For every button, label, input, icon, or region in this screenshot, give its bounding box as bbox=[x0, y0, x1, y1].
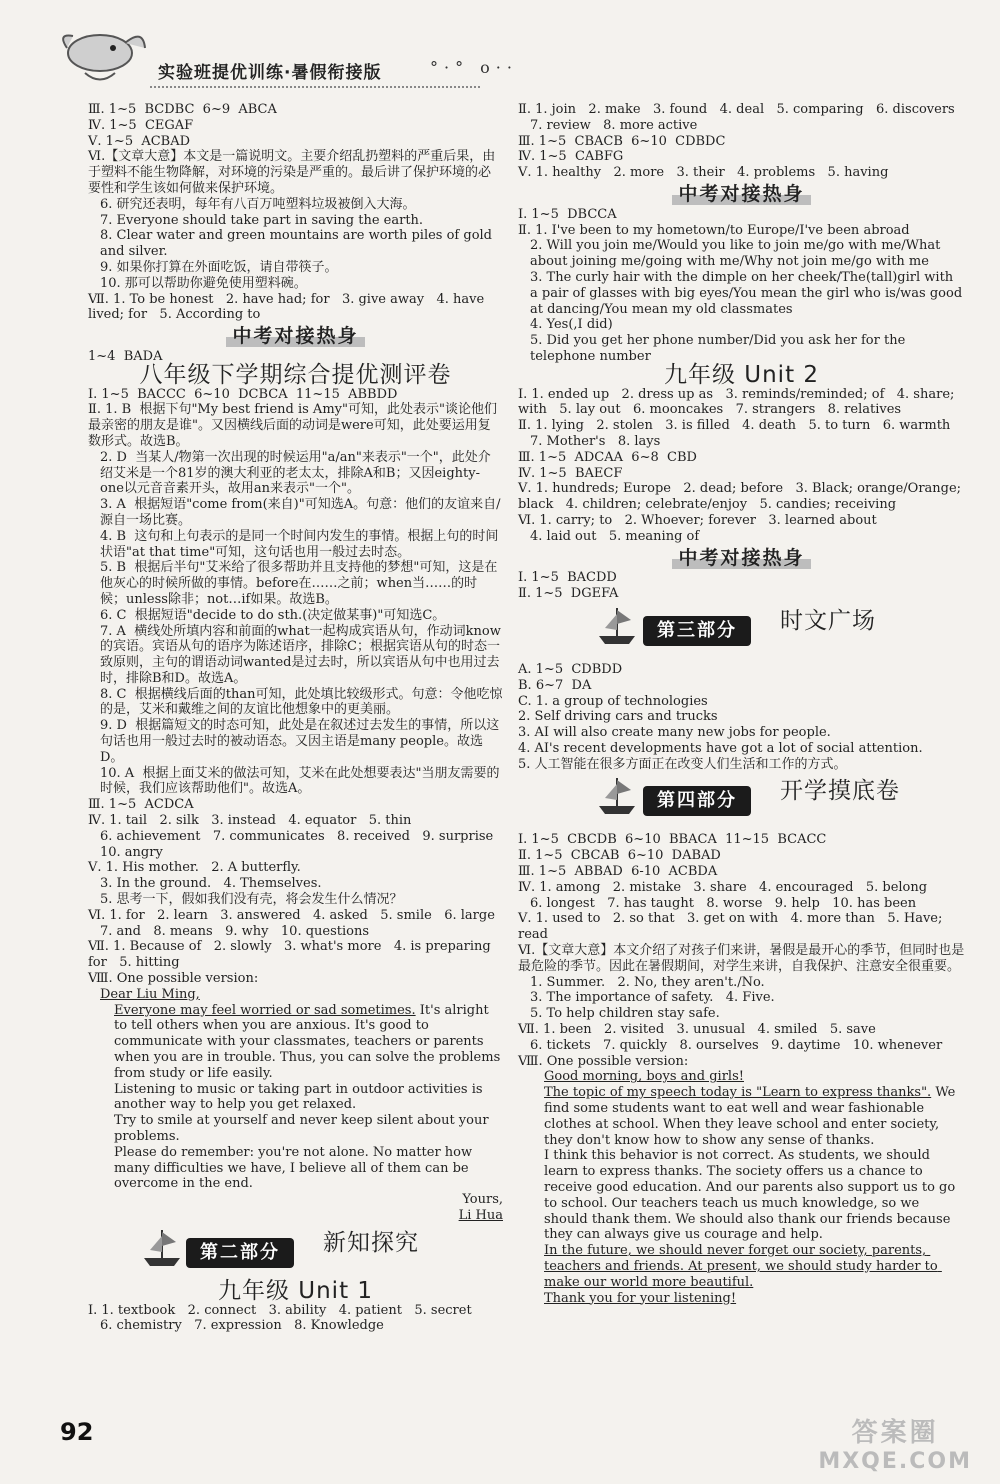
part-four-badge: 第四部分 bbox=[643, 786, 751, 816]
speech-paragraph: In the future, we should never forget our society, parents, teachers and friends. At present, we should study harder to make our world more beautiful. bbox=[544, 1243, 942, 1290]
part-two-badge: 第二部分 bbox=[186, 1238, 294, 1268]
letter-greeting: Dear Liu Ming, bbox=[100, 986, 200, 1002]
page-number: 92 bbox=[60, 1418, 94, 1446]
letter bbox=[88, 987, 503, 1224]
answer-line: 7. Everyone should take part in saving the earth. bbox=[100, 212, 424, 228]
right-block-1 bbox=[518, 102, 965, 181]
speech bbox=[518, 1069, 965, 1306]
answer-line: 5. B 根据后半句"艾米给了很多帮助并且支持他的梦想"可知，这是在他灰心的时候所做的事情。before在……之前；when当……的时候；unless除非；not…if如果。故选B。 bbox=[100, 560, 498, 607]
answer-line: A. 1~5 CDBDD bbox=[518, 661, 623, 677]
speech-paragraph: The topic of my speech today is "Learn to express thanks". We find some students want to eat well and wear fashionable clothes at school. When they leave school and enter society, they don't know how to show any sense of thanks. bbox=[544, 1085, 960, 1148]
answer-line: Ⅶ. 1. Because of 2. slowly 3. what's more 4. is preparing for 5. hitting bbox=[88, 939, 495, 971]
answer-line: 10. 那可以帮助你避免使用塑料碗。 bbox=[100, 275, 307, 291]
answer-line: 10. A 根据上面艾米的做法可知，艾米在此处想要表达"当朋友需要的时候，我们应该帮助他们"。故选A。 bbox=[100, 765, 500, 797]
header-divider bbox=[150, 86, 480, 88]
exam-title: 八年级下学期综合提优测评卷 bbox=[139, 361, 452, 388]
answer-line: 4. laid out 5. meaning of bbox=[530, 528, 700, 544]
answer-line: 4. B 这句和上句表示的是同一个时间内发生的事情。根据上句的时间状语"at that time"可知，这句话也用一般过去时态。 bbox=[100, 528, 499, 560]
answer-line: 8. C 根据横线后面的than可知，此处填比较级形式。句意：令他吃惊的是，艾米和戴维之间的友谊比他想象中的更美丽。 bbox=[100, 686, 503, 718]
answer-line: Ⅴ. 1~5 ACBAD bbox=[88, 133, 191, 149]
part-three-badge: 第三部分 bbox=[643, 616, 751, 646]
answer-line: 3. In the ground. 4. Themselves. bbox=[100, 876, 322, 892]
sailing-ship-icon bbox=[138, 1224, 186, 1272]
answer-line: Ⅳ. 1. among 2. mistake 3. share 4. encouraged 5. belong bbox=[518, 879, 928, 895]
right-block-6 bbox=[518, 832, 965, 1069]
answer-line: 4. AI's recent developments have got a lot of social attention. bbox=[518, 740, 923, 756]
answer-line: 9. 如果你打算在外面吃饭，请自带筷子。 bbox=[100, 259, 338, 275]
answer-line: 4. Yes(,I did) bbox=[530, 317, 613, 333]
answer-line: Ⅱ. 1. lying 2. stolen 3. is filled 4. death 5. to turn 6. warmth bbox=[518, 418, 951, 434]
answer-line: Ⅳ. 1~5 CEGAF bbox=[88, 117, 194, 133]
speech-closing: Thank you for your listening! bbox=[544, 1290, 737, 1306]
part-three-heading bbox=[518, 607, 965, 656]
unit-two-title: 九年级 Unit 2 bbox=[663, 361, 820, 388]
answer-line: 3. A 根据短语"come from(来自)"可知选A。句意：他们的友谊来自/源自一场比赛。 bbox=[100, 497, 501, 528]
sailing-ship-icon bbox=[593, 602, 641, 650]
answer-line: Ⅳ. 1. tail 2. silk 3. instead 4. equator 5. thin bbox=[88, 813, 412, 829]
answer-line: Ⅰ. 1~5 CBCDB 6~10 BBACA 11~15 BCACC bbox=[518, 832, 827, 848]
answer-line: 3. AI will also create many new jobs for people. bbox=[518, 725, 831, 741]
right-column bbox=[518, 102, 965, 1306]
part-four-heading bbox=[518, 780, 965, 826]
watermark bbox=[818, 1412, 972, 1474]
zhongkao-heading: 中考对接热身 bbox=[518, 551, 965, 567]
answer-line: Ⅱ. 1. join 2. make 3. found 4. deal 5. comparing 6. discovers bbox=[518, 102, 955, 117]
right-block-5 bbox=[518, 662, 965, 773]
answer-line: 7. A 横线处所填内容和前面的what一起构成宾语从句，作动词know的宾语。宾语从句的语序为陈述语序，排除C；根据宾语从句的时态一致原则，主句的谓语动词wanted是过去时，所以宾语从句中也用过去时，排除B和D。故选A。 bbox=[100, 623, 501, 686]
answer-line: Ⅵ. 1. carry; to 2. Whoever; forever 3. learned about bbox=[518, 512, 877, 528]
letter-closing: Yours, bbox=[462, 1192, 503, 1208]
answer-line: Ⅲ. 1~5 ACDCA bbox=[88, 797, 194, 813]
answer-line: 6. tickets 7. quickly 8. ourselves 9. daytime 10. whenever bbox=[530, 1037, 943, 1053]
part-three-title: 时文广场 bbox=[780, 607, 876, 634]
answer-line: Ⅳ. 1~5 CABFG bbox=[518, 149, 624, 165]
part-two-title: 新知探究 bbox=[323, 1229, 419, 1256]
watermark-url: MXQE.COM bbox=[818, 1449, 972, 1474]
answer-line: 2. Will you join me/Would you like to join me/go with me/What about joining me/going with me/Why not join me/go with me bbox=[530, 238, 945, 270]
answer-line: Ⅰ. 1. ended up 2. dress up as 3. reminds/reminded; of 4. share; with 5. lay out 6. mooncakes 7. strangers 8. relatives bbox=[518, 386, 959, 418]
answer-line: 6. longest 7. has taught 8. worse 9. help 10. has been bbox=[530, 895, 917, 911]
answer-line: 5. Did you get her phone number/Did you ask her for the telephone number bbox=[530, 333, 910, 364]
letter-paragraph: Everyone may feel worried or sad sometimes. It's alright to tell others when you are anxious. It's good to communicate with your classmates, teachers or parents when you are in trouble. Thus, you can solve the problems from study or life easily. bbox=[114, 1002, 505, 1081]
answer-line: Ⅰ. 1~5 BACCC 6~10 DCBCA 11~15 ABBDD bbox=[88, 386, 398, 402]
answer-line: 5. To help children stay safe. bbox=[530, 1006, 720, 1022]
left-block-1 bbox=[88, 102, 503, 323]
page-header bbox=[0, 0, 1000, 100]
answer-line: Ⅵ.【文章大意】本文是一篇说明文。主要介绍乱扔塑料的严重后果，由于塑料不能生物降解，对环境的污染是严重的。最后讲了保护环境的必要性和学生该如何做来保护环境。 bbox=[88, 149, 496, 196]
answer-line: 2. Self driving cars and trucks bbox=[518, 709, 718, 725]
answer-line: Ⅴ. 1. healthy 2. more 3. their 4. problems 5. having bbox=[518, 165, 889, 181]
answer-line: 6. C 根据短语"decide to do sth.(决定做某事)"可知选C。 bbox=[100, 607, 446, 623]
left-block-2 bbox=[88, 386, 506, 987]
answer-line: 6. 研究还表明，每年有八百万吨塑料垃圾被倒入大海。 bbox=[100, 196, 416, 212]
part-two-heading bbox=[88, 1229, 503, 1278]
answer-line: B. 6~7 DA bbox=[518, 677, 592, 693]
answer-line: Ⅶ. 1. been 2. visited 3. unusual 4. smiled 5. save bbox=[518, 1022, 876, 1038]
answer-line: 3. The importance of safety. 4. Five. bbox=[530, 990, 775, 1006]
answer-line: Ⅵ.【文章大意】本文介绍了对孩子们来讲，暑假是最开心的季节，但同时也是最危险的季节。因此在暑假期间，对学生来讲，自我保护、注意安全很重要。 bbox=[518, 943, 965, 974]
answer-line: Ⅶ. 1. To be honest 2. have had; for 3. give away 4. have lived; for 5. According to bbox=[88, 291, 489, 323]
answer-line: 7. review 8. more active bbox=[530, 117, 698, 133]
answer-line: 6. chemistry 7. expression 8. Knowledge bbox=[100, 1318, 384, 1334]
speech-paragraph: I think this behavior is not correct. As students, we should learn to express thanks. The society offers us a chance to receive good education. And our parents also support us to go to school. Our teachers teach us much knowledge, so we should thank them. We should also thank our friends because they can always give us courage and help. bbox=[544, 1148, 960, 1243]
answer-line: Ⅷ. One possible version: bbox=[88, 971, 259, 987]
left-column bbox=[88, 102, 506, 1334]
answer-line: 7. and 8. means 9. why 10. questions bbox=[100, 923, 370, 939]
answer-line: 5. 人工智能在很多方面正在改变人们生活和工作的方式。 bbox=[518, 756, 847, 772]
answer-line: 9. D 根据篇短文的时态可知，此处是在叙述过去发生的事情，所以这句话也用一般过去时的被动语态。又因主语是many people。故选D。 bbox=[100, 718, 500, 765]
sailing-ship-icon bbox=[593, 772, 641, 820]
right-block-2 bbox=[518, 207, 965, 365]
letter-signature: Li Hua bbox=[458, 1207, 503, 1223]
watermark-title: 答案圈 bbox=[851, 1418, 939, 1448]
answer-line: Ⅷ. One possible version: bbox=[518, 1053, 689, 1069]
part-four-title: 开学摸底卷 bbox=[780, 778, 900, 805]
answer-line: Ⅱ. 1. B 根据下句"My best friend is Amy"可知，此处表示"谈论他们最亲密的朋友是谁"。又因横线后面的动词是were可知，此处要运用复数形式。故选B。 bbox=[88, 402, 497, 449]
letter-paragraph: Please do remember: you're not alone. No matter how many difficulties we have, I believe all of them can be overcome in the end. bbox=[114, 1144, 477, 1192]
answer-line: C. 1. a group of technologies bbox=[518, 693, 708, 709]
answer-line: Ⅲ. 1~5 ABBAD 6-10 ACBDA bbox=[518, 864, 718, 880]
book-title: 实验班提优训练·暑假衔接版 bbox=[158, 63, 382, 83]
answer-line: Ⅴ. 1. hundreds; Europe 2. dead; before 3. Black; orange/Orange; black 4. children; celebrate/enjoy 5. candies; receiving bbox=[518, 481, 966, 513]
answer-line: 1. Summer. 2. No, they aren't./No. bbox=[530, 974, 765, 990]
right-block-3 bbox=[518, 387, 965, 545]
answer-line: 1~4 BADA bbox=[88, 348, 163, 364]
answer-line: 7. Mother's 8. lays bbox=[530, 433, 661, 449]
answer-line: 6. achievement 7. communicates 8. received 9. surprise 10. angry bbox=[100, 828, 506, 860]
answer-line: Ⅰ. 1~5 DBCCA bbox=[518, 206, 617, 222]
header-dots: °·° o·· bbox=[430, 58, 518, 77]
answer-line: Ⅴ. 1. used to 2. so that 3. get on with 4. more than 5. Have; read bbox=[518, 911, 947, 943]
answer-line: 2. D 当某人/物第一次出现的时候运用"a/an"来表示"一个"，此处介绍艾米是一个81岁的澳大利亚的老太太，排除A和B；又因eighty-one以元音音素开头，故用an来表示"一个"。 bbox=[100, 449, 491, 497]
letter-paragraph: Listening to music or taking part in outdoor activities is another way to help you get relaxed. bbox=[114, 1081, 487, 1113]
answer-line: Ⅰ. 1. textbook 2. connect 3. ability 4. patient 5. secret bbox=[88, 1302, 472, 1318]
answer-line: Ⅱ. 1~5 DGEFA bbox=[518, 586, 619, 602]
letter-paragraph: Try to smile at yourself and never keep silent about your problems. bbox=[114, 1113, 493, 1144]
answer-line: Ⅲ. 1~5 ADCAA 6~8 CBD bbox=[518, 449, 697, 465]
answer-line: Ⅴ. 1. His mother. 2. A butterfly. bbox=[88, 860, 301, 876]
zhongkao-heading: 中考对接热身 bbox=[518, 187, 965, 203]
answer-line: Ⅰ. 1~5 BACDD bbox=[518, 570, 617, 586]
answer-line: Ⅱ. 1~5 CBCAB 6~10 DABAD bbox=[518, 848, 721, 864]
unit-one-title: 九年级 Unit 1 bbox=[217, 1277, 374, 1304]
answer-line: 5. 思考一下，假如我们没有壳，将会发生什么情况？ bbox=[100, 892, 403, 908]
answer-line: Ⅵ. 1. for 2. learn 3. answered 4. asked 5. smile 6. large bbox=[88, 907, 495, 923]
answer-line: Ⅱ. 1. I've been to my hometown/to Europe/I've been abroad bbox=[518, 222, 910, 238]
answer-line: 3. The curly hair with the dimple on her cheek/The(tall)girl with a pair of glasses with big eyes/You mean the girl who is/was good at dancing/You mean my old classmates bbox=[530, 269, 967, 317]
answer-line: Ⅲ. 1~5 BCDBC 6~9 ABCA bbox=[88, 102, 277, 117]
answer-line: 8. Clear water and green mountains are worth piles of gold and silver. bbox=[100, 228, 497, 260]
speech-greeting: Good morning, boys and girls! bbox=[544, 1069, 744, 1085]
dolphin-mascot-icon bbox=[55, 18, 150, 88]
answer-line: Ⅳ. 1~5 BAECF bbox=[518, 465, 623, 481]
zhongkao-heading: 中考对接热身 bbox=[88, 329, 503, 345]
answer-line: Ⅲ. 1~5 CBACB 6~10 CDBDC bbox=[518, 133, 726, 149]
